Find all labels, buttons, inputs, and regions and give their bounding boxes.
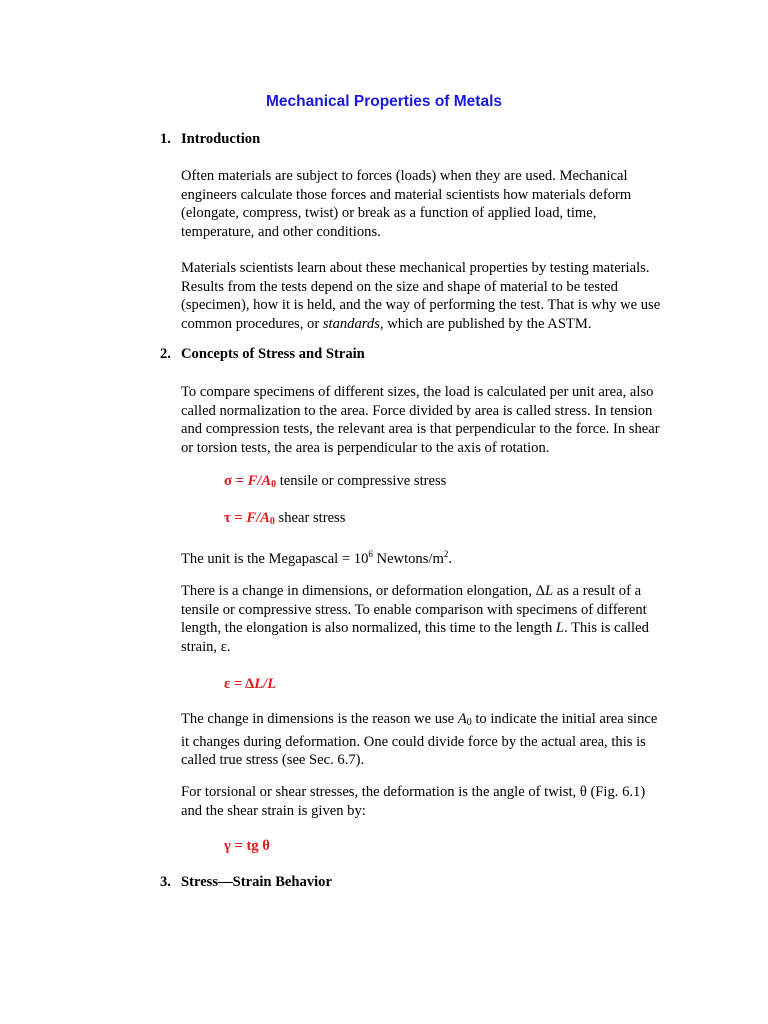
text-line: (specimen), how it is held, and the way of performing the test. That is why we use — [181, 297, 661, 314]
section-number: 1. — [160, 131, 171, 147]
text-line: For torsional or shear stresses, the deformation is the angle of twist, θ (Fig. 6.1) — [181, 784, 646, 800]
equation-shear-strain: γ = tg θ — [224, 838, 270, 854]
section-heading-stress-strain — [160, 346, 365, 363]
text-line: engineers calculate those forces and material scientists how materials deform — [181, 186, 632, 203]
unit-line — [181, 545, 681, 569]
text-line: and compression tests, the relevant area is that perpendicular to the force. In shear — [181, 421, 660, 438]
text-line: The unit is the Megapascal = $10^6$ Newtons/$m^2$. — [181, 549, 452, 567]
text-line: tensile or compressive stress. To enable comparison with specimens of different — [181, 601, 647, 618]
text-line: To compare specimens of different sizes, the load is calculated per unit area, also — [181, 384, 654, 400]
section-number: 2. — [160, 346, 171, 362]
text-line: (elongate, compress, twist) or break as a function of applied load, time, — [181, 205, 597, 222]
page-title: Mechanical Properties of Metals — [265, 93, 503, 110]
equation-shear-stress: $\tau = F/A_0$ shear stress — [224, 510, 346, 527]
intro-paragraph-1 — [181, 167, 681, 241]
section-title: Stress—Strain Behavior — [181, 874, 332, 890]
text-line: The change in dimensions is the reason we use $A_0$ to indicate the initial area since — [181, 711, 658, 728]
initial-area-paragraph — [181, 710, 681, 770]
section-heading-introduction — [160, 131, 260, 148]
text-line: Materials scientists learn about these mechanical properties by testing materials. — [181, 260, 650, 276]
text-line: There is a change in dimensions, or deformation elongation, ΔL as a result of a — [181, 583, 642, 599]
text-line: Results from the tests depend on the size and shape of material to be tested — [181, 278, 618, 295]
concepts-paragraph — [181, 383, 681, 457]
text-line: or torsion tests, the area is perpendicular to the axis of rotation. — [181, 439, 550, 456]
standards-emphasis: standards — [322, 315, 380, 332]
section-title: Introduction — [181, 131, 261, 147]
equation-strain: ε = ΔL/L — [224, 676, 277, 692]
section-title: Concepts of Stress and Strain — [181, 346, 365, 362]
text-line: common procedures, or standards, which are published by the ASTM. — [181, 315, 592, 332]
text-line: called true stress (see Sec. 6.7). — [181, 752, 365, 769]
text-line: strain, ε. — [181, 638, 231, 655]
deformation-paragraph — [181, 582, 681, 656]
torsion-paragraph — [181, 783, 681, 820]
section-number: 3. — [160, 874, 171, 890]
intro-paragraph-2 — [181, 259, 681, 333]
text-line: temperature, and other conditions. — [181, 223, 381, 240]
section-heading-stress-strain-behavior — [160, 874, 332, 891]
text-line: it changes during deformation. One could divide force by the actual area, this is — [181, 733, 646, 750]
text-line: and the shear strain is given by: — [181, 802, 366, 819]
text-line: called normalization to the area. Force divided by area is called stress. In tension — [181, 402, 653, 419]
text-line: length, the elongation is also normalized, this time to the length L. This is called — [181, 620, 649, 637]
equation-normal-stress: $\sigma = F/A_0$ tensile or compressive stress — [224, 473, 447, 490]
text-line: Often materials are subject to forces (loads) when they are used. Mechanical — [181, 168, 628, 184]
